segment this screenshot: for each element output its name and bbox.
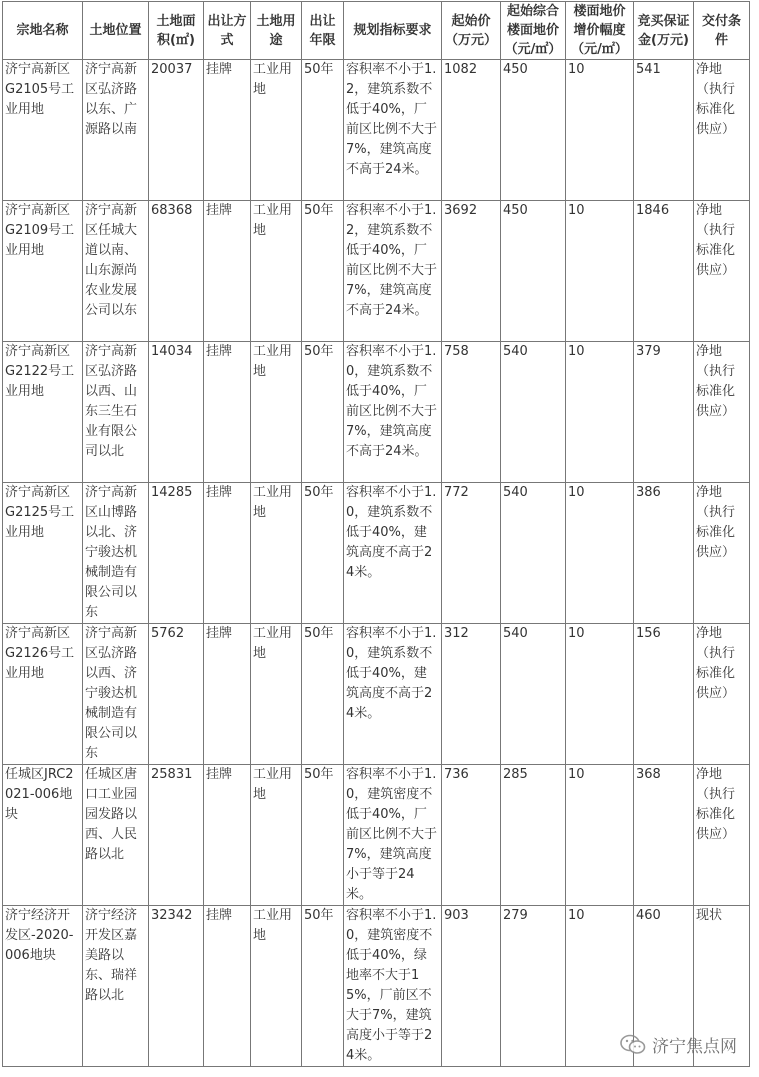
cell-planning-requirements: 容积率不小于1.0，建筑系数不低于40%，厂前区比例不大于7%，建筑高度不高于24米。 — [344, 342, 442, 483]
cell-start-price: 3692 — [442, 201, 501, 342]
header-parcel-name: 宗地名称 — [3, 2, 83, 60]
table-body — [3, 60, 750, 1067]
header-deposit: 竞买保证金(万元) — [634, 2, 694, 60]
cell-area: 20037 — [149, 60, 204, 201]
cell-deposit: 541 — [634, 60, 694, 201]
cell-planning-requirements: 容积率不小于1.0，建筑系数不低于40%，建筑高度不高于24米。 — [344, 483, 442, 624]
cell-location: 济宁高新区弘济路以西、济宁骏达机械制造有限公司以东 — [83, 624, 149, 765]
header-land-use: 土地用途 — [251, 2, 302, 60]
cell-parcel-name: 济宁高新区G2126号工业用地 — [3, 624, 83, 765]
header-location: 土地位置 — [83, 2, 149, 60]
watermark-text: 济宁焦点网 — [652, 1037, 737, 1057]
cell-transfer-method: 挂牌 — [204, 342, 251, 483]
cell-delivery: 净地（执行标准化供应） — [694, 60, 750, 201]
cell-area: 5762 — [149, 624, 204, 765]
cell-deposit: 460 — [634, 906, 694, 1067]
cell-start-price: 1082 — [442, 60, 501, 201]
table-row — [3, 201, 750, 342]
cell-transfer-method: 挂牌 — [204, 60, 251, 201]
cell-term: 50年 — [302, 765, 344, 906]
table-row — [3, 624, 750, 765]
cell-parcel-name: 济宁高新区G2109号工业用地 — [3, 201, 83, 342]
cell-start-price: 758 — [442, 342, 501, 483]
table-header — [3, 2, 750, 60]
cell-term: 50年 — [302, 60, 344, 201]
cell-term: 50年 — [302, 201, 344, 342]
header-increment: 楼面地价增价幅度（元/㎡） — [566, 2, 634, 60]
cell-floor-price: 450 — [501, 60, 566, 201]
table-row — [3, 765, 750, 906]
header-floor-price: 起始综合楼面地价（元/㎡） — [501, 2, 566, 60]
cell-start-price: 772 — [442, 483, 501, 624]
cell-land-use: 工业用地 — [251, 201, 302, 342]
cell-term: 50年 — [302, 906, 344, 1067]
cell-area: 14034 — [149, 342, 204, 483]
cell-land-use: 工业用地 — [251, 906, 302, 1067]
cell-area: 68368 — [149, 201, 204, 342]
cell-land-use: 工业用地 — [251, 342, 302, 483]
cell-parcel-name: 济宁高新区G2105号工业用地 — [3, 60, 83, 201]
cell-start-price: 736 — [442, 765, 501, 906]
cell-land-use: 工业用地 — [251, 60, 302, 201]
cell-planning-requirements: 容积率不小于1.2，建筑系数不低于40%，厂前区比例不大于7%，建筑高度不高于24米。 — [344, 201, 442, 342]
cell-planning-requirements: 容积率不小于1.0，建筑密度不低于40%，厂前区比例不大于7%，建筑高度小于等于24米。 — [344, 765, 442, 906]
cell-deposit: 379 — [634, 342, 694, 483]
cell-floor-price: 540 — [501, 483, 566, 624]
cell-deposit: 156 — [634, 624, 694, 765]
header-term: 出让年限 — [302, 2, 344, 60]
cell-increment: 10 — [566, 765, 634, 906]
cell-start-price: 903 — [442, 906, 501, 1067]
cell-deposit: 386 — [634, 483, 694, 624]
cell-location: 济宁高新区弘济路以西、山东三生石业有限公司以北 — [83, 342, 149, 483]
cell-delivery: 净地（执行标准化供应） — [694, 483, 750, 624]
cell-floor-price: 285 — [501, 765, 566, 906]
header-transfer-method: 出让方式 — [204, 2, 251, 60]
cell-delivery: 现状 — [694, 906, 750, 1067]
cell-transfer-method: 挂牌 — [204, 906, 251, 1067]
cell-deposit: 1846 — [634, 201, 694, 342]
cell-location: 济宁经济开发区嘉美路以东、瑞祥路以北 — [83, 906, 149, 1067]
cell-transfer-method: 挂牌 — [204, 201, 251, 342]
cell-increment: 10 — [566, 342, 634, 483]
wechat-chat-bubble-icon — [620, 1034, 646, 1056]
cell-increment: 10 — [566, 483, 634, 624]
land-listing-table — [2, 1, 750, 1067]
cell-deposit: 368 — [634, 765, 694, 906]
cell-area: 32342 — [149, 906, 204, 1067]
cell-delivery: 净地（执行标准化供应） — [694, 201, 750, 342]
cell-transfer-method: 挂牌 — [204, 624, 251, 765]
cell-area: 14285 — [149, 483, 204, 624]
table-row — [3, 342, 750, 483]
cell-term: 50年 — [302, 483, 344, 624]
cell-transfer-method: 挂牌 — [204, 483, 251, 624]
cell-floor-price: 540 — [501, 342, 566, 483]
cell-land-use: 工业用地 — [251, 483, 302, 624]
cell-floor-price: 279 — [501, 906, 566, 1067]
cell-term: 50年 — [302, 624, 344, 765]
cell-land-use: 工业用地 — [251, 624, 302, 765]
header-start-price: 起始价（万元） — [442, 2, 501, 60]
watermark — [620, 1032, 737, 1057]
cell-area: 25831 — [149, 765, 204, 906]
cell-parcel-name: 济宁经济开发区-2020-006地块 — [3, 906, 83, 1067]
cell-delivery: 净地（执行标准化供应） — [694, 624, 750, 765]
cell-increment: 10 — [566, 60, 634, 201]
cell-parcel-name: 济宁高新区G2125号工业用地 — [3, 483, 83, 624]
table-row — [3, 483, 750, 624]
cell-floor-price: 540 — [501, 624, 566, 765]
cell-transfer-method: 挂牌 — [204, 765, 251, 906]
cell-increment: 10 — [566, 906, 634, 1067]
cell-parcel-name: 济宁高新区G2122号工业用地 — [3, 342, 83, 483]
cell-increment: 10 — [566, 201, 634, 342]
cell-start-price: 312 — [442, 624, 501, 765]
cell-increment: 10 — [566, 624, 634, 765]
cell-floor-price: 450 — [501, 201, 566, 342]
cell-term: 50年 — [302, 342, 344, 483]
cell-planning-requirements: 容积率不小于1.2，建筑系数不低于40%，厂前区比例不大于7%，建筑高度不高于24米。 — [344, 60, 442, 201]
cell-land-use: 工业用地 — [251, 765, 302, 906]
cell-parcel-name: 任城区JRC2021-006地块 — [3, 765, 83, 906]
cell-location: 济宁高新区山博路以北、济宁骏达机械制造有限公司以东 — [83, 483, 149, 624]
header-area: 土地面积(㎡) — [149, 2, 204, 60]
cell-delivery: 净地（执行标准化供应） — [694, 765, 750, 906]
cell-location: 济宁高新区任城大道以南、山东源尚农业发展公司以东 — [83, 201, 149, 342]
cell-delivery: 净地（执行标准化供应） — [694, 342, 750, 483]
table-row — [3, 60, 750, 201]
cell-location: 济宁高新区弘济路以东、广源路以南 — [83, 60, 149, 201]
cell-location: 任城区唐口工业园园发路以西、人民路以北 — [83, 765, 149, 906]
cell-planning-requirements: 容积率不小于1.0，建筑密度不低于40%，绿地率不大于15%，厂前区不大于7%，建筑高度小于等于24米。 — [344, 906, 442, 1067]
header-row — [3, 2, 750, 60]
header-delivery: 交付条件 — [694, 2, 750, 60]
header-planning-requirements: 规划指标要求 — [344, 2, 442, 60]
cell-planning-requirements: 容积率不小于1.0，建筑系数不低于40%，建筑高度不高于24米。 — [344, 624, 442, 765]
